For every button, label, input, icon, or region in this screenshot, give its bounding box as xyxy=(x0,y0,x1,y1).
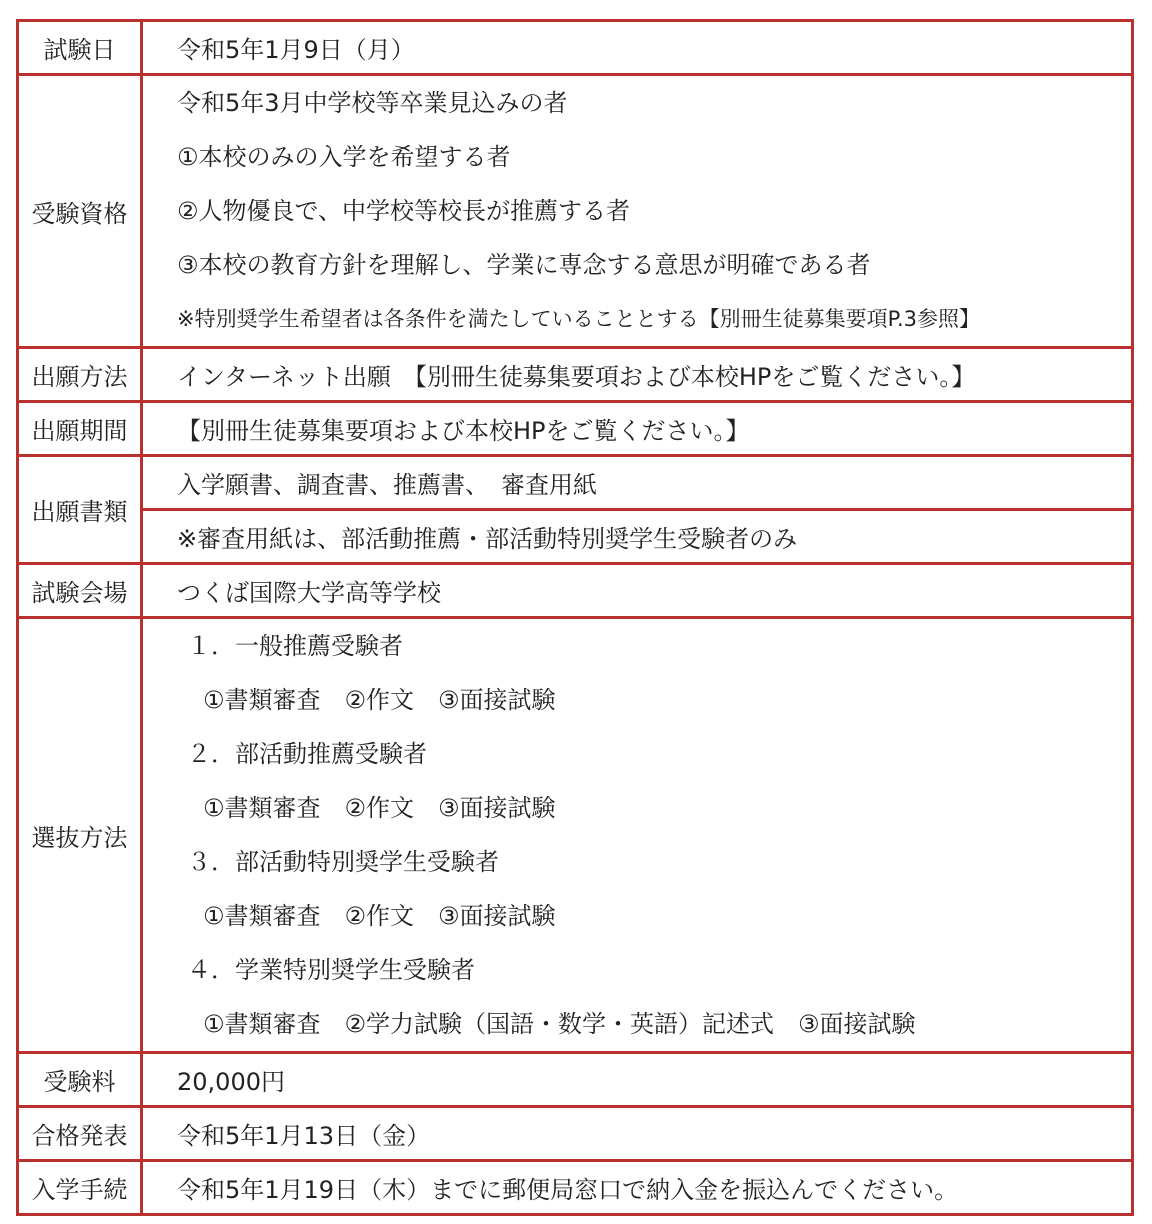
header-fee: 受験料 xyxy=(18,1053,142,1107)
header-documents: 出願書類 xyxy=(18,456,142,564)
header-application-period: 出願期間 xyxy=(18,402,142,456)
value-eligibility xyxy=(142,75,1133,348)
eligibility-line: ③本校の教育方針を理解し、学業に専念する意思が明確である者 xyxy=(177,251,871,279)
selection-steps: ①書類審査 ②学力試験（国語・数学・英語）記述式 ③面接試験 xyxy=(203,1010,916,1038)
header-announcement: 合格発表 xyxy=(18,1107,142,1161)
selection-category: ２．部活動推薦受験者 xyxy=(187,740,427,768)
eligibility-note: ※特別奨学生希望者は各条件を満たしていることとする【別冊生徒募集要項P.3参照】 xyxy=(177,307,981,331)
selection-category: １．一般推薦受験者 xyxy=(187,632,403,660)
eligibility-line: ①本校のみの入学を希望する者 xyxy=(177,143,511,171)
value-documents: 入学願書、調査書、推薦書、 審査用紙 xyxy=(142,456,1133,510)
eligibility-line: ②人物優良で、中学校等校長が推薦する者 xyxy=(177,197,631,225)
value-application-period: 【別冊生徒募集要項および本校HPをご覧ください。】 xyxy=(142,402,1133,456)
row-eligibility xyxy=(18,75,1133,348)
row-documents-2 xyxy=(18,510,1133,564)
header-eligibility: 受験資格 xyxy=(18,75,142,348)
header-selection: 選抜方法 xyxy=(18,618,142,1053)
header-application-method: 出願方法 xyxy=(18,348,142,402)
selection-category: ３．部活動特別奨学生受験者 xyxy=(187,848,499,876)
value-fee: 20,000円 xyxy=(142,1053,1133,1107)
value-exam-date: 令和5年1月9日（月） xyxy=(142,21,1133,75)
row-enrollment xyxy=(18,1161,1133,1215)
selection-steps: ①書類審査 ②作文 ③面接試験 xyxy=(203,902,556,930)
value-venue: つくば国際大学高等学校 xyxy=(142,564,1133,618)
header-venue: 試験会場 xyxy=(18,564,142,618)
value-announcement: 令和5年1月13日（金） xyxy=(142,1107,1133,1161)
row-announcement xyxy=(18,1107,1133,1161)
selection-steps: ①書類審査 ②作文 ③面接試験 xyxy=(203,794,556,822)
admission-info-table xyxy=(16,19,1134,1216)
value-application-method: インターネット出願 【別冊生徒募集要項および本校HPをご覧ください。】 xyxy=(142,348,1133,402)
row-documents-1 xyxy=(18,456,1133,510)
header-exam-date: 試験日 xyxy=(18,21,142,75)
value-documents-note: ※審査用紙は、部活動推薦・部活動特別奨学生受験者のみ xyxy=(142,510,1133,564)
value-selection xyxy=(142,618,1133,1053)
selection-category: ４．学業特別奨学生受験者 xyxy=(187,956,475,984)
value-enrollment: 令和5年1月19日（木）までに郵便局窓口で納入金を振込んでください。 xyxy=(142,1161,1133,1215)
eligibility-line: 令和5年3月中学校等卒業見込みの者 xyxy=(177,89,568,117)
row-application-method xyxy=(18,348,1133,402)
row-fee xyxy=(18,1053,1133,1107)
selection-steps: ①書類審査 ②作文 ③面接試験 xyxy=(203,686,556,714)
header-enrollment: 入学手続 xyxy=(18,1161,142,1215)
row-exam-date xyxy=(18,21,1133,75)
row-venue xyxy=(18,564,1133,618)
row-selection xyxy=(18,618,1133,1053)
row-application-period xyxy=(18,402,1133,456)
